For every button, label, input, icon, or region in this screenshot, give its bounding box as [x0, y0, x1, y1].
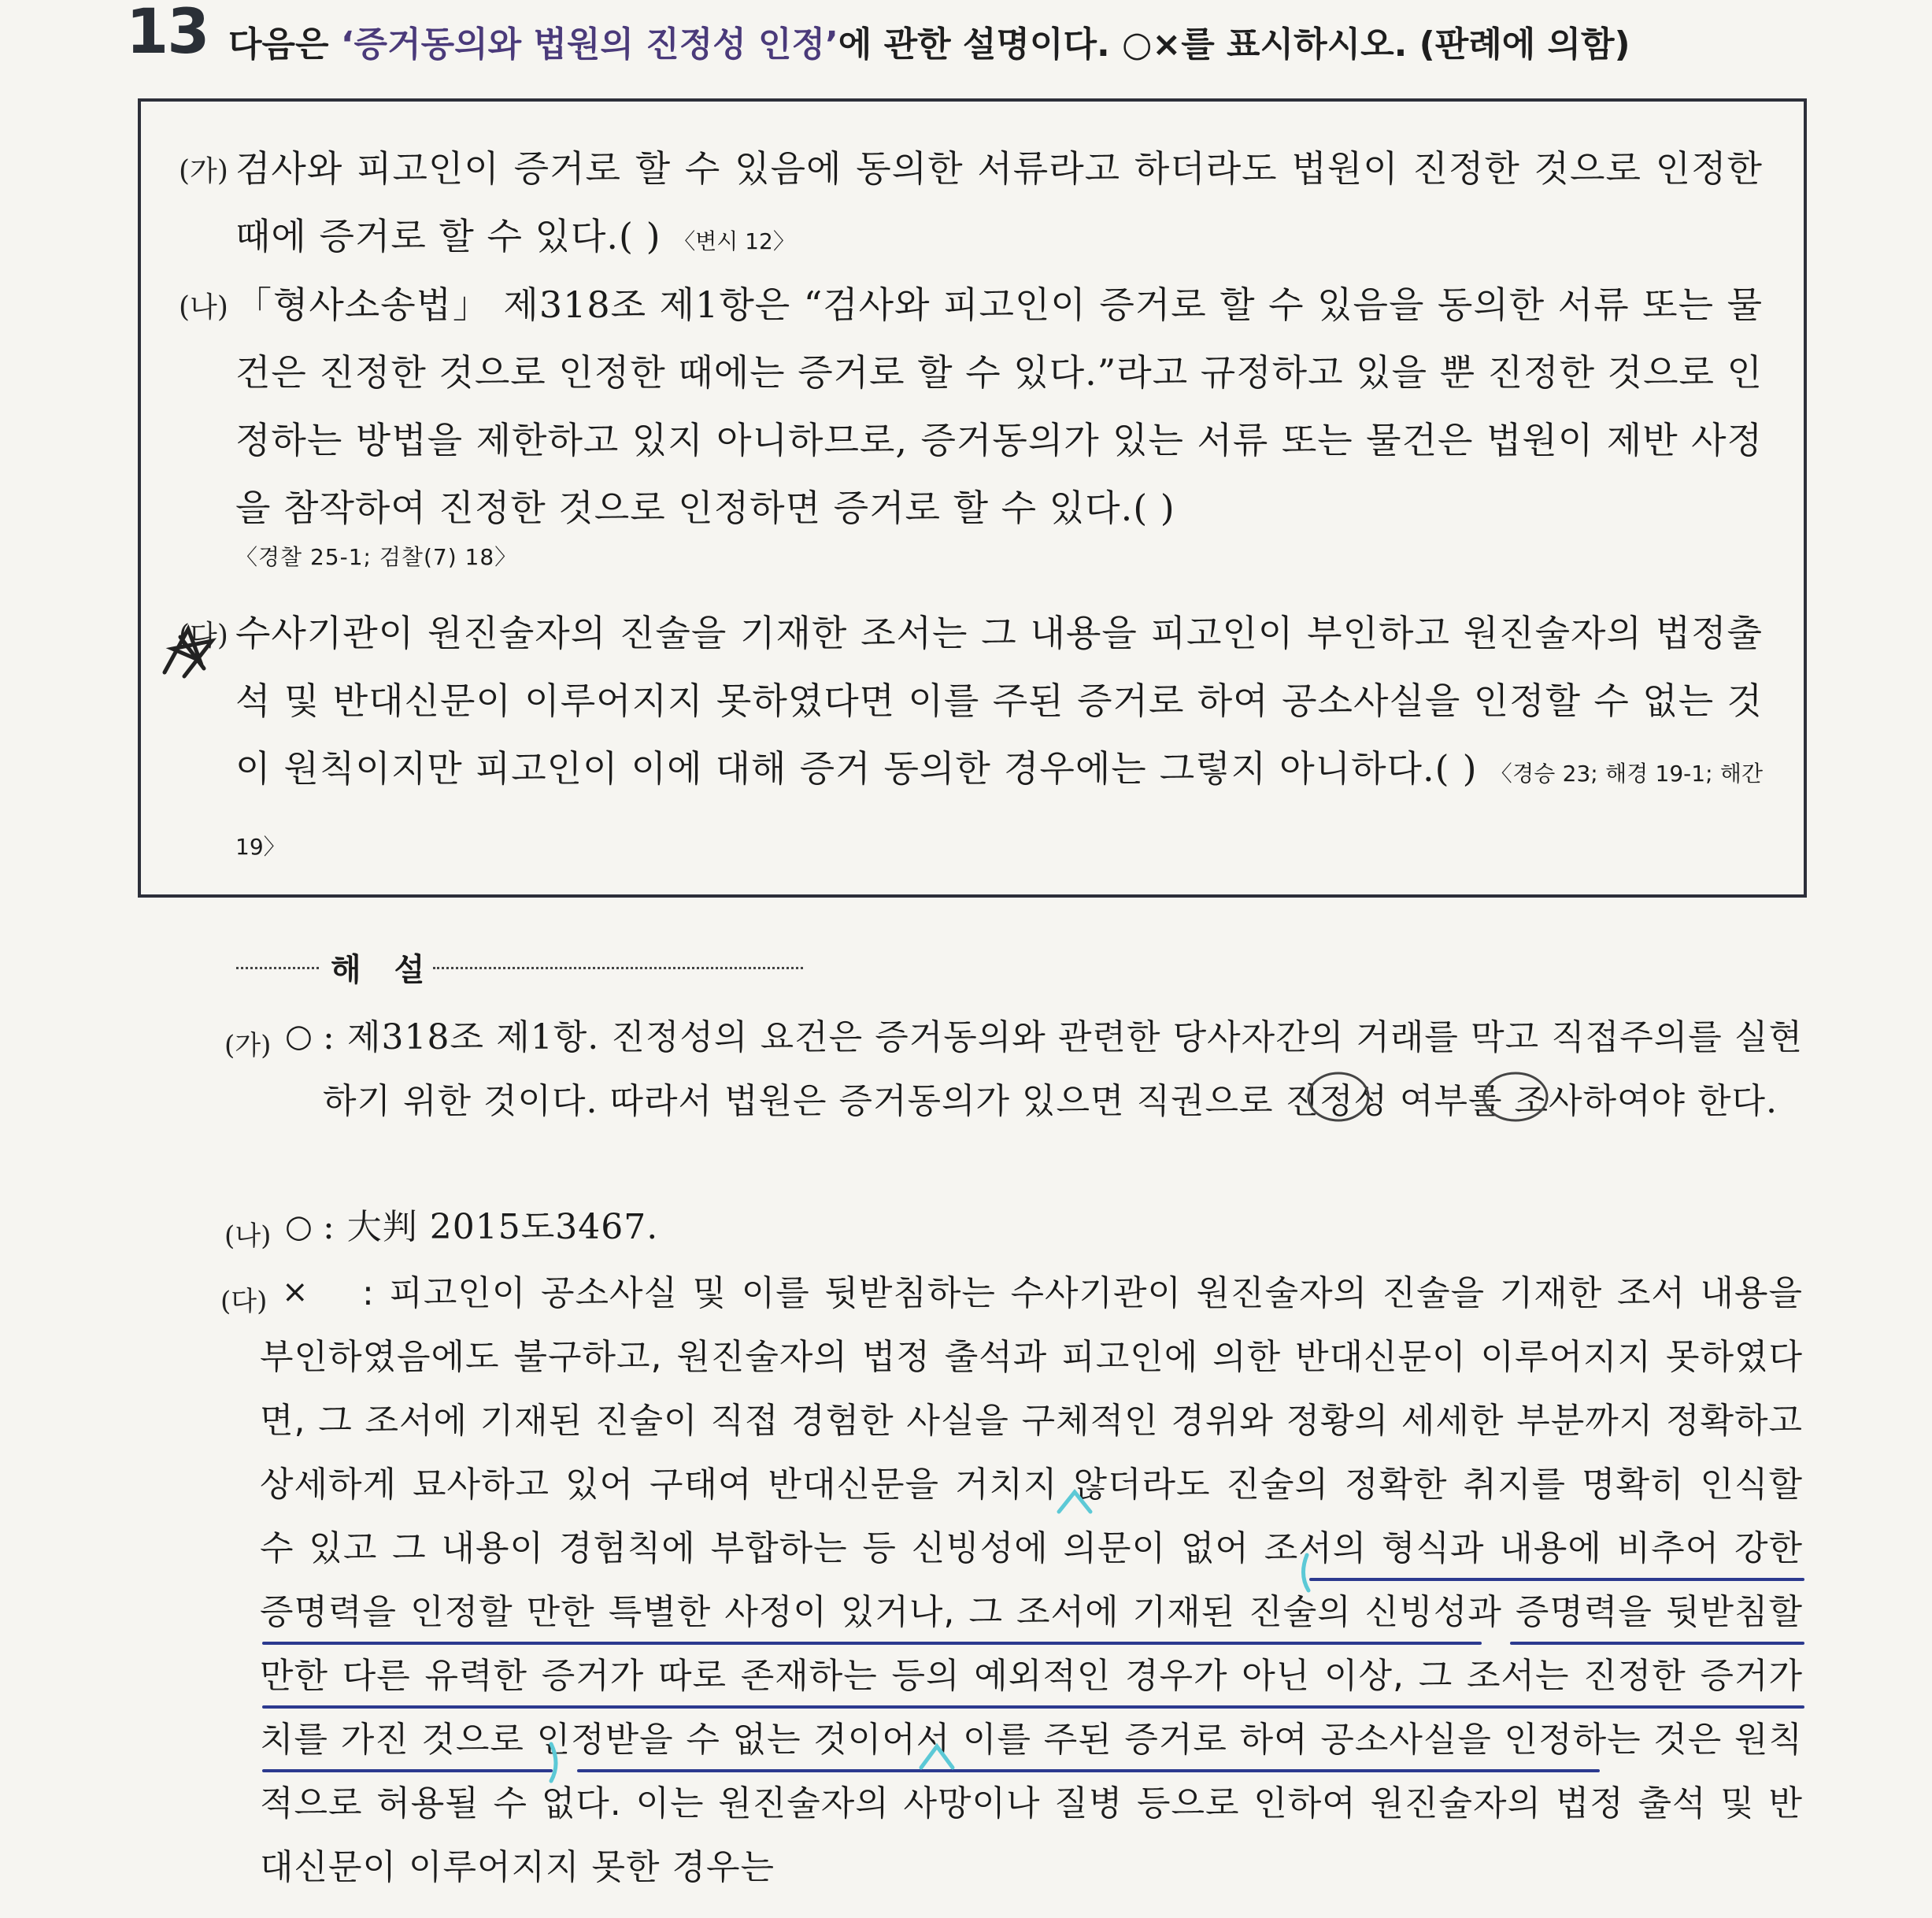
solution-text: : 大判 2015도3467.	[323, 1207, 659, 1247]
problem-marker: (나)	[179, 291, 228, 324]
problem-text-body: 수사기관이 원진술자의 진술을 기재한 조서는 그 내용을 피고인이 부인하고 원진술자의 법정출석 및 반대신문이 이루어지지 못하였다면 이를 주된 증거로 하여 공소사실을 인정할 수 없는 것이 원칙이지만 피고인이 이에 대해 증거 동의한 경우에는 그렇지 아니하다.( )	[235, 612, 1763, 790]
solution-answer-symbol: ○	[285, 1209, 313, 1245]
solution-marker: (다)	[220, 1286, 268, 1317]
problem-text-body: 「형사소송법」 제318조 제1항은 “검사와 피고인이 증거로 할 수 있음을 동의한 서류 또는 물건은 진정한 것으로 인정한 때에는 증거로 할 수 있다.”라고 규정하고 있을 뿐 진정한 것으로 인정하는 방법을 제한하고 있지 아니하므로, 증거동의가 있는 서류 또는 물건은 법원이 제반 사정을 참작하여 진정한 것으로 인정하면 증거로 할 수 있다.( )	[235, 283, 1763, 529]
problem-text-body: 검사와 피고인이 증거로 할 수 있음에 동의한 서류라고 하더라도 법원이 진정한 것으로 인정한 때에 증거로 할 수 있다.( )	[235, 147, 1763, 257]
header-dots-right	[433, 967, 803, 969]
problem-marker: (가)	[179, 155, 228, 187]
problem-source: 〈경승 23; 해경 19-1; 해간 19〉	[235, 761, 1763, 860]
problem-box	[138, 98, 1807, 898]
question-title-topic: ‘증거동의와 법원의 진정성 인정’	[340, 24, 838, 65]
solution-text: : 피고인이 공소사실 및 이를 뒷받침하는 수사기관이 원진술자의 진술을 기재한 조서 내용을 부인하였음에도 불구하고, 원진술자의 법정 출석과 피고인에 의한 반대신문이 이루어지지 못하였다면, 그 조서에 기재된 진술이 직접 경험한 사실을 구체적인 경위와 정황의 세세한 부분까지 정확하고 상세하게 묘사하고 있어 구태여 반대신문을 거치지 않더라도 진술의 정확한 취지를 명확히 인식할 수 있고 그 내용이 경험칙에 부합하는 등 신빙성에 의문이 없어 조서의 형식과 내용에 비추어 강한 증명력을 인정할 만한 특별한 사정이 있거나, 그 조서에 기재된 진술의 신빙성과 증명력을 뒷받침할 만한 다른 유력한 증거가 따로 존재하는 등의 예외적인 경우가 아닌 이상, 그 조서는 진정한 증거가치를 가진 것으로 인정받을 수 없는 것이어서 이를 주된 증거로 하여 공소사실을 인정하는 것은 원칙적으로 허용될 수 없다. 이는 원진술자의 사망이나 질병 등으로 인하여 원진술자의 법정 출석 및 반대신문이 이루어지지 못한 경우는	[260, 1273, 1803, 1887]
solution-marker: (나)	[224, 1220, 272, 1252]
problem-source: 〈변시 12〉	[673, 228, 795, 254]
problem-text	[235, 271, 1763, 573]
problem-text	[235, 135, 1763, 276]
pen-scribble-icon	[157, 613, 228, 684]
solution-answer-symbol: ×	[282, 1274, 309, 1310]
question-title	[228, 16, 1921, 66]
question-title-suffix: 에 관한 설명이다. ○×를 표시하시오. (판례에 의함)	[838, 24, 1630, 65]
question-title-prefix: 다음은	[228, 24, 341, 65]
solution-answer-symbol: ○	[285, 1018, 313, 1054]
problem-source: 〈경찰 25-1; 검찰(7) 18〉	[235, 544, 518, 570]
problem-marker: (다)	[179, 620, 228, 652]
header-dots-left	[236, 967, 319, 969]
solution-marker: (가)	[224, 1030, 272, 1061]
solution-text: : 제318조 제1항. 진정성의 요건은 증거동의와 관련한 당사자간의 거래를 막고 직접주의를 실현하기 위한 것이다. 따라서 법원은 증거동의가 있으면 직권으로 진정성 여부를 조사하여야 한다.	[323, 1017, 1803, 1121]
problem-text	[235, 599, 1763, 881]
solution-header-label: 해 설	[331, 952, 436, 988]
question-number: 13	[126, 0, 209, 68]
solution-header	[236, 945, 803, 992]
